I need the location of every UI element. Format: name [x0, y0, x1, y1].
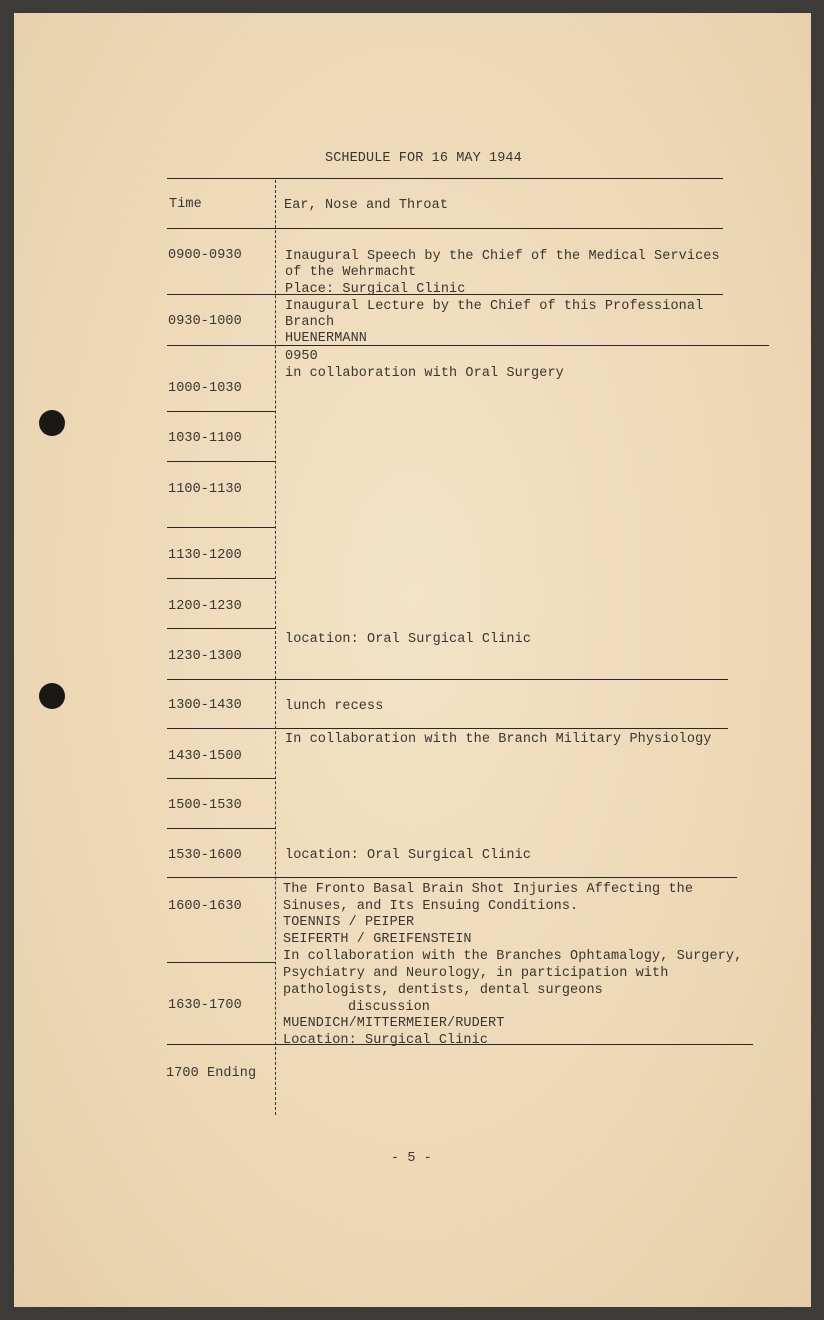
event-line: of the Wehrmacht — [285, 265, 417, 280]
time-cell: 1300-1430 — [168, 698, 242, 713]
time-cell: 1500-1530 — [168, 798, 242, 813]
time-cell: 1630-1700 — [168, 998, 242, 1013]
rule-top — [167, 178, 723, 179]
event-line: Branch — [285, 315, 335, 330]
event-location: Location: Surgical Clinic — [283, 1033, 489, 1048]
time-cell: 0900-0930 — [168, 248, 242, 263]
event-location: location: Oral Surgical Clinic — [285, 848, 532, 863]
time-cell: 1200-1230 — [168, 599, 242, 614]
event-speaker: TOENNIS / PEIPER — [283, 915, 415, 930]
event-line: Sinuses, and Its Ensuing Conditions. — [283, 899, 579, 914]
event-speaker: MUENDICH/MITTERMEIER/RUDERT — [283, 1016, 505, 1031]
page-number: - 5 - — [391, 1151, 433, 1166]
punch-hole-bottom — [39, 683, 65, 709]
rule-1630 — [167, 962, 276, 963]
event-line: Inaugural Lecture by the Chief of this Professional — [285, 299, 704, 314]
event-line: Psychiatry and Neurology, in participation with — [283, 966, 669, 981]
time-cell: 1530-1600 — [168, 848, 242, 863]
rule-1000 — [167, 345, 769, 346]
time-cell: 0930-1000 — [168, 314, 242, 329]
rule-1300 — [167, 679, 728, 680]
schedule-title: SCHEDULE FOR 16 MAY 1944 — [325, 151, 522, 166]
rule-1530 — [167, 828, 276, 829]
event-line: lunch recess — [285, 699, 384, 714]
time-cell: 1030-1100 — [168, 431, 242, 446]
rule-header — [167, 228, 723, 229]
rule-1500 — [167, 778, 276, 779]
rule-1230 — [167, 628, 276, 629]
rule-1030 — [167, 411, 276, 412]
event-line: pathologists, dentists, dental surgeons — [283, 983, 603, 998]
event-line: Inaugural Speech by the Chief of the Medical Services — [285, 249, 720, 264]
event-speaker: HUENERMANN — [285, 331, 368, 346]
time-cell: 1000-1030 — [168, 381, 242, 396]
event-line: In collaboration with the Branch Military Physiology — [285, 732, 712, 747]
rule-1430 — [167, 728, 728, 729]
header-time: Time — [169, 197, 202, 212]
event-line: discussion — [348, 1000, 431, 1015]
time-cell: 1100-1130 — [168, 482, 242, 497]
time-cell: 1600-1630 — [168, 899, 242, 914]
event-location: location: Oral Surgical Clinic — [285, 632, 532, 647]
time-cell: 1230-1300 — [168, 649, 242, 664]
event-location: Place: Surgical Clinic — [285, 282, 466, 297]
time-cell: 1700 Ending — [166, 1066, 257, 1081]
event-line: in collaboration with Oral Surgery — [285, 366, 564, 381]
punch-hole-top — [39, 410, 65, 436]
rule-1200 — [167, 578, 276, 579]
time-cell: 1130-1200 — [168, 548, 242, 563]
column-divider — [275, 180, 276, 1115]
rule-1130 — [167, 527, 276, 528]
time-cell: 1430-1500 — [168, 749, 242, 764]
event-line: The Fronto Basal Brain Shot Injuries Affecting the — [283, 882, 694, 897]
rule-1600 — [167, 877, 737, 878]
header-branch: Ear, Nose and Throat — [284, 198, 449, 213]
rule-1100 — [167, 461, 276, 462]
event-speaker: SEIFERTH / GREIFENSTEIN — [283, 932, 472, 947]
event-line: 0950 — [285, 349, 318, 364]
event-line: In collaboration with the Branches Ophtamalogy, Surgery, — [283, 949, 743, 964]
